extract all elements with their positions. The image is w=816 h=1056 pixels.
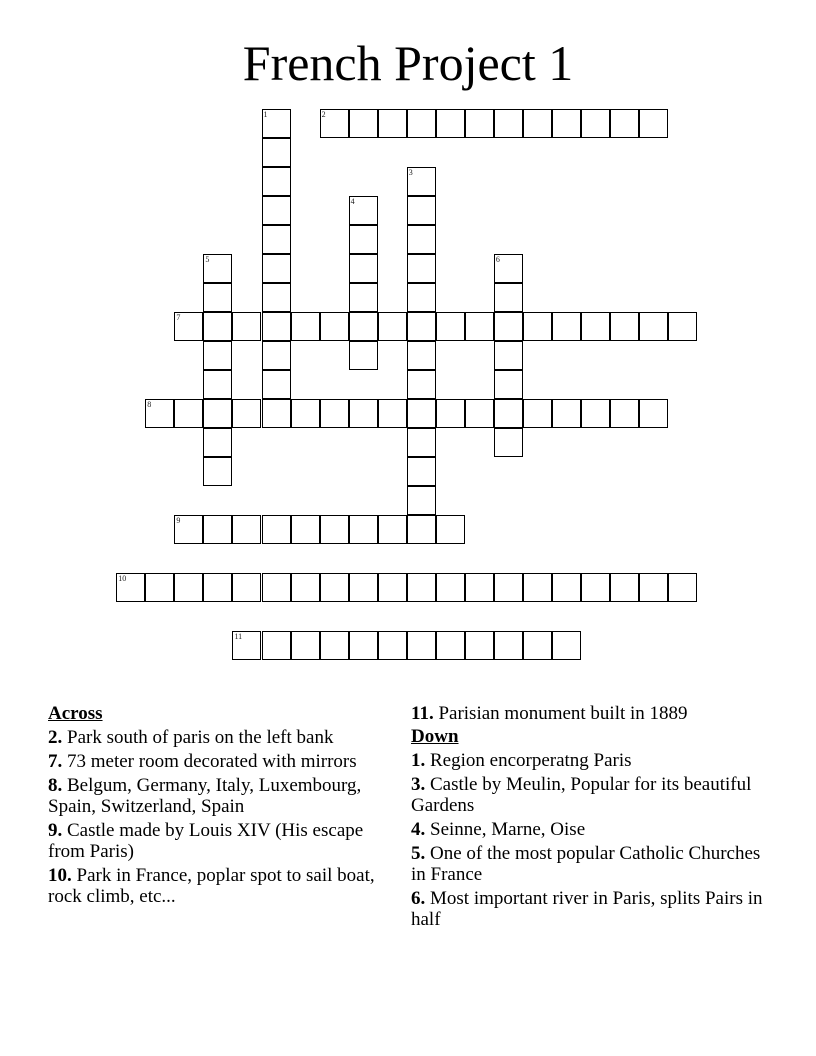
grid-cell[interactable] <box>552 631 581 660</box>
grid-cell[interactable] <box>349 196 378 225</box>
grid-cell[interactable] <box>262 573 291 602</box>
clue-down-6 <box>411 888 771 930</box>
grid-cell[interactable] <box>552 312 581 341</box>
grid-cell[interactable] <box>262 312 291 341</box>
clue-across-7 <box>48 751 403 772</box>
grid-cell[interactable] <box>174 515 203 544</box>
clue-number-label: 5 <box>205 255 210 265</box>
clue-number: 7. <box>48 751 63 772</box>
grid-cell[interactable] <box>378 573 407 602</box>
grid-cell[interactable] <box>349 225 378 254</box>
clue-number-label: 7 <box>176 313 181 323</box>
clue-down-3 <box>411 774 771 816</box>
grid-cell[interactable] <box>291 573 320 602</box>
grid-cell[interactable] <box>262 631 291 660</box>
clue-number: 6. <box>411 888 426 909</box>
clue-number: 5. <box>411 843 426 864</box>
clue-across-8 <box>48 775 403 817</box>
grid-cell[interactable] <box>407 167 436 196</box>
crossword-grid <box>117 110 707 670</box>
grid-cell[interactable] <box>552 399 581 428</box>
clues-column-right <box>411 703 771 930</box>
grid-cell[interactable] <box>349 312 378 341</box>
clue-text: 73 meter room decorated with mirrors <box>62 751 357 772</box>
clue-number-label: 1 <box>263 110 268 120</box>
grid-cell[interactable] <box>232 399 261 428</box>
grid-cell[interactable] <box>581 312 610 341</box>
grid-cell[interactable] <box>407 428 436 457</box>
grid-cell[interactable] <box>232 515 261 544</box>
grid-cell[interactable] <box>407 254 436 283</box>
grid-cell[interactable] <box>668 573 697 602</box>
grid-cell[interactable] <box>610 109 639 138</box>
grid-cell[interactable] <box>174 312 203 341</box>
clue-number: 4. <box>411 819 426 840</box>
grid-cell[interactable] <box>523 573 552 602</box>
grid-cell[interactable] <box>639 573 668 602</box>
grid-cell[interactable] <box>494 573 523 602</box>
grid-cell[interactable] <box>436 399 465 428</box>
grid-cell[interactable] <box>552 109 581 138</box>
grid-cell[interactable] <box>262 167 291 196</box>
grid-cell[interactable] <box>320 515 349 544</box>
clue-across-11 <box>411 703 771 724</box>
grid-cell[interactable] <box>465 631 494 660</box>
grid-cell[interactable] <box>436 312 465 341</box>
grid-cell[interactable] <box>436 109 465 138</box>
grid-cell[interactable] <box>291 312 320 341</box>
grid-cell[interactable] <box>523 399 552 428</box>
clue-number: 11. <box>411 703 434 724</box>
clue-text: Park south of paris on the left bank <box>62 727 334 748</box>
grid-cell[interactable] <box>349 341 378 370</box>
grid-cell[interactable] <box>407 457 436 486</box>
clue-number: 1. <box>411 750 426 771</box>
clue-across-9 <box>48 820 403 862</box>
grid-cell[interactable] <box>407 573 436 602</box>
grid-cell[interactable] <box>291 515 320 544</box>
grid-cell[interactable] <box>203 573 232 602</box>
grid-cell[interactable] <box>320 312 349 341</box>
grid-cell[interactable] <box>407 196 436 225</box>
grid-cell[interactable] <box>407 631 436 660</box>
clues-column-left <box>48 703 403 907</box>
grid-cell[interactable] <box>320 109 349 138</box>
grid-cell[interactable] <box>378 515 407 544</box>
clue-number-label: 3 <box>408 168 413 178</box>
clue-text: One of the most popular Catholic Churches in France <box>411 843 761 885</box>
grid-cell[interactable] <box>174 399 203 428</box>
clue-number-label: 11 <box>234 632 243 642</box>
grid-cell[interactable] <box>610 312 639 341</box>
grid-cell[interactable] <box>349 631 378 660</box>
grid-cell[interactable] <box>262 370 291 399</box>
grid-cell[interactable] <box>407 312 436 341</box>
clue-text: Belgum, Germany, Italy, Luxembourg, Spain, Switzerland, Spain <box>48 775 362 817</box>
clue-text: Seinne, Marne, Oise <box>425 819 586 840</box>
grid-cell[interactable] <box>291 399 320 428</box>
grid-cell[interactable] <box>465 312 494 341</box>
clue-number: 8. <box>48 775 63 796</box>
grid-cell[interactable] <box>494 109 523 138</box>
grid-cell[interactable] <box>203 283 232 312</box>
grid-cell[interactable] <box>436 573 465 602</box>
grid-cell[interactable] <box>145 573 174 602</box>
grid-cell[interactable] <box>610 399 639 428</box>
grid-cell[interactable] <box>320 399 349 428</box>
clue-number: 10. <box>48 865 72 886</box>
clue-number: 2. <box>48 727 63 748</box>
grid-cell[interactable] <box>494 341 523 370</box>
grid-cell[interactable] <box>262 225 291 254</box>
grid-cell[interactable] <box>407 486 436 515</box>
grid-cell[interactable] <box>320 631 349 660</box>
clue-text: Most important river in Paris, splits Pairs in half <box>411 888 763 930</box>
grid-cell[interactable] <box>203 457 232 486</box>
grid-cell[interactable] <box>203 370 232 399</box>
grid-cell[interactable] <box>232 631 261 660</box>
grid-cell[interactable] <box>523 109 552 138</box>
grid-cell[interactable] <box>349 399 378 428</box>
clue-text: Park in France, poplar spot to sail boat, rock climb, etc... <box>48 865 375 907</box>
grid-cell[interactable] <box>436 515 465 544</box>
grid-cell[interactable] <box>407 341 436 370</box>
grid-cell[interactable] <box>349 283 378 312</box>
grid-cell[interactable] <box>581 573 610 602</box>
grid-cell[interactable] <box>262 254 291 283</box>
grid-cell[interactable] <box>145 399 174 428</box>
clue-down-4 <box>411 819 771 840</box>
grid-cell[interactable] <box>320 573 349 602</box>
grid-cell[interactable] <box>494 428 523 457</box>
down-heading: Down <box>411 726 459 747</box>
grid-cell[interactable] <box>494 631 523 660</box>
grid-cell[interactable] <box>232 312 261 341</box>
grid-cell[interactable] <box>465 399 494 428</box>
grid-cell[interactable] <box>523 631 552 660</box>
grid-cell[interactable] <box>349 515 378 544</box>
clue-text: Castle by Meulin, Popular for its beautiful Gardens <box>411 774 752 816</box>
grid-cell[interactable] <box>494 283 523 312</box>
clue-down-5 <box>411 843 771 885</box>
clue-text: Castle made by Louis XIV (His escape from Paris) <box>48 820 364 862</box>
grid-cell[interactable] <box>523 312 552 341</box>
grid-cell[interactable] <box>174 573 203 602</box>
grid-cell[interactable] <box>116 573 145 602</box>
clue-number-label: 4 <box>350 197 355 207</box>
page-title: French Project 1 <box>242 35 574 91</box>
grid-cell[interactable] <box>407 399 436 428</box>
clue-text: Parisian monument built in 1889 <box>433 703 688 724</box>
grid-cell[interactable] <box>639 109 668 138</box>
grid-cell[interactable] <box>494 254 523 283</box>
grid-cell[interactable] <box>203 428 232 457</box>
clue-text: Region encorperatng Paris <box>425 750 632 771</box>
clue-number-label: 8 <box>147 400 152 410</box>
grid-cell[interactable] <box>378 399 407 428</box>
grid-cell[interactable] <box>203 341 232 370</box>
clue-number-label: 9 <box>176 516 181 526</box>
clue-number: 9. <box>48 820 63 841</box>
grid-cell[interactable] <box>639 312 668 341</box>
clue-across-2 <box>48 727 403 748</box>
clue-number-label: 6 <box>495 255 500 265</box>
across-heading: Across <box>48 703 103 724</box>
clue-number-label: 10 <box>118 574 127 584</box>
grid-cell[interactable] <box>203 399 232 428</box>
grid-cell[interactable] <box>378 631 407 660</box>
grid-cell[interactable] <box>349 109 378 138</box>
clue-across-10 <box>48 865 403 907</box>
grid-cell[interactable] <box>465 109 494 138</box>
grid-cell[interactable] <box>349 254 378 283</box>
grid-cell[interactable] <box>668 312 697 341</box>
grid-cell[interactable] <box>552 573 581 602</box>
grid-cell[interactable] <box>262 138 291 167</box>
grid-cell[interactable] <box>291 631 320 660</box>
grid-cell[interactable] <box>232 573 261 602</box>
grid-cell[interactable] <box>494 399 523 428</box>
grid-cell[interactable] <box>436 631 465 660</box>
grid-cell[interactable] <box>407 515 436 544</box>
grid-cell[interactable] <box>262 196 291 225</box>
grid-cell[interactable] <box>610 573 639 602</box>
clue-number: 3. <box>411 774 426 795</box>
grid-cell[interactable] <box>378 312 407 341</box>
grid-cell[interactable] <box>639 399 668 428</box>
grid-cell[interactable] <box>203 254 232 283</box>
grid-cell[interactable] <box>465 573 494 602</box>
grid-cell[interactable] <box>262 109 291 138</box>
grid-cell[interactable] <box>407 109 436 138</box>
grid-cell[interactable] <box>407 225 436 254</box>
grid-cell[interactable] <box>581 109 610 138</box>
grid-cell[interactable] <box>494 370 523 399</box>
clue-down-1 <box>411 750 771 771</box>
grid-cell[interactable] <box>407 370 436 399</box>
grid-cell[interactable] <box>262 515 291 544</box>
grid-cell[interactable] <box>407 283 436 312</box>
grid-cell[interactable] <box>349 573 378 602</box>
grid-cell[interactable] <box>203 312 232 341</box>
grid-cell[interactable] <box>262 283 291 312</box>
grid-cell[interactable] <box>262 341 291 370</box>
grid-cell[interactable] <box>262 399 291 428</box>
grid-cell[interactable] <box>378 109 407 138</box>
grid-cell[interactable] <box>581 399 610 428</box>
clue-number-label: 2 <box>321 110 326 120</box>
grid-cell[interactable] <box>203 515 232 544</box>
grid-cell[interactable] <box>494 312 523 341</box>
